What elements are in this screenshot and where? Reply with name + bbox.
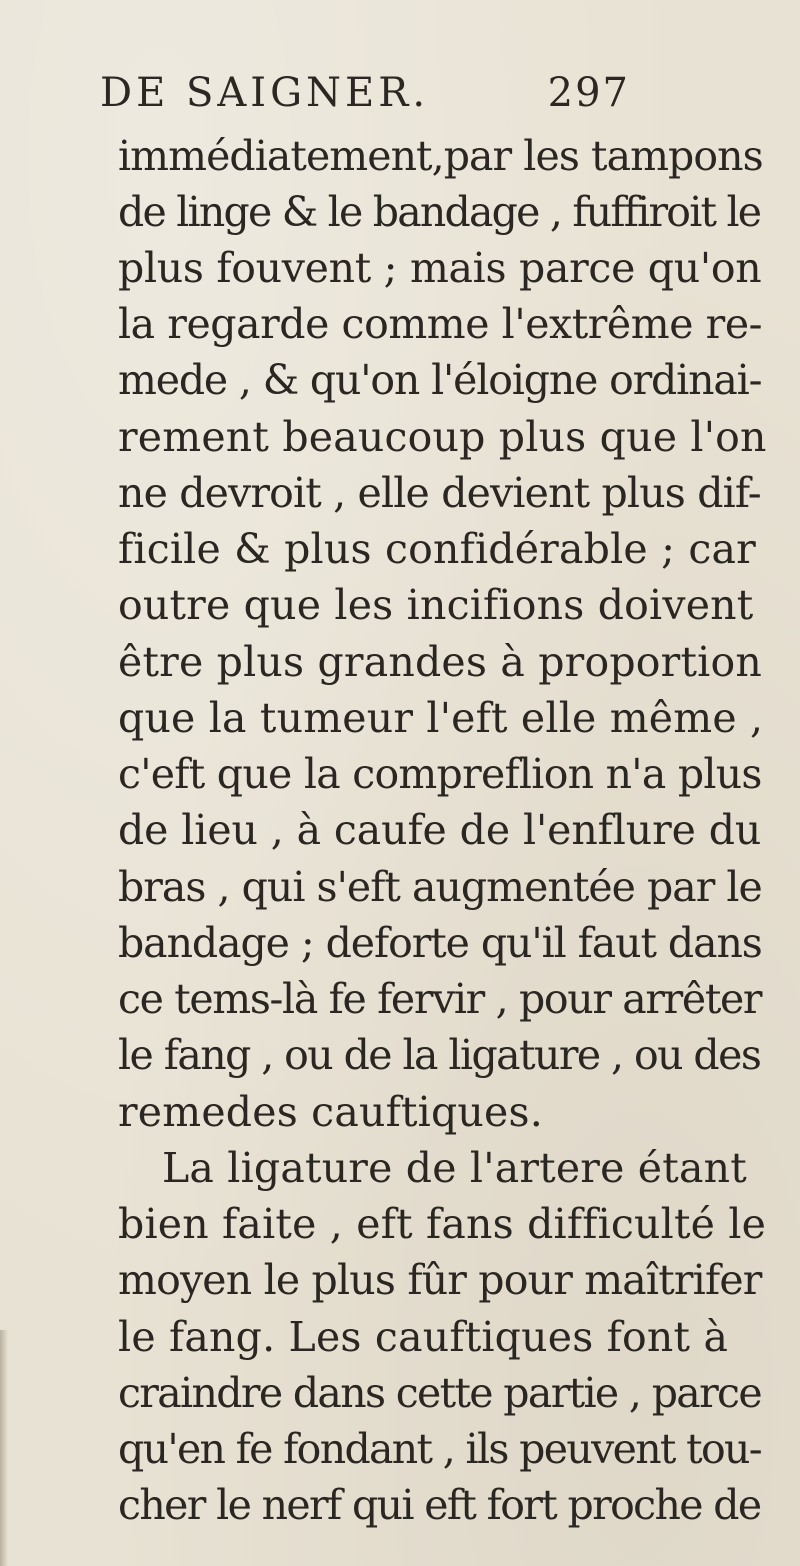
text-line-17: le fang , ou de la ligature , ou des (118, 1031, 761, 1079)
text-line-14: bras , qui s'eft augmentée par le (118, 863, 762, 911)
page-edge-shadow (0, 1330, 8, 1566)
text-line-3: plus fouvent ; mais parce qu'on (118, 244, 762, 292)
text-line-7: ne devroit , elle devient plus dif- (118, 469, 761, 517)
page-number: 297 (547, 70, 630, 116)
text-line-6: rement beaucoup plus que l'on (118, 413, 767, 461)
text-line-23: craindre dans cette partie , parce (118, 1369, 761, 1417)
page-header (70, 70, 630, 130)
text-line-24: qu'en fe fondant , ils peuvent tou- (118, 1425, 761, 1473)
text-line-9: outre que les incifions doivent (118, 581, 754, 629)
text-line-18: remedes cauftiques. (118, 1088, 543, 1136)
text-line-16: ce tems-là fe fervir , pour arrêter (118, 975, 762, 1023)
text-line-11: que la tumeur l'eft elle même , (118, 694, 764, 742)
text-line-10: être plus grandes à proportion (118, 638, 762, 686)
text-line-1: immédiatement,par les tampons (118, 132, 763, 180)
text-line-15: bandage ; deforte qu'il faut dans (118, 919, 762, 967)
text-line-12: c'eft que la compreflion n'a plus (118, 750, 762, 798)
text-line-4: la regarde comme l'extrême re- (118, 300, 763, 348)
running-title: DE SAIGNER. (100, 70, 430, 116)
text-line-19: La ligature de l'artere étant (162, 1144, 747, 1192)
text-line-20: bien faite , eft fans difficulté le (118, 1200, 767, 1248)
text-line-13: de lieu , à caufe de l'enflure du (118, 806, 762, 854)
text-line-2: de linge & le bandage , fuffiroit le (118, 188, 761, 236)
text-line-21: moyen le plus fûr pour maîtrifer (118, 1256, 762, 1304)
text-line-5: mede , & qu'on l'éloigne ordinai- (118, 356, 762, 404)
text-line-25: cher le nerf qui eft fort proche de (118, 1481, 761, 1529)
text-line-8: ficile & plus confidérable ; car (118, 525, 756, 573)
text-line-22: le fang. Les cauftiques font à (118, 1313, 729, 1361)
